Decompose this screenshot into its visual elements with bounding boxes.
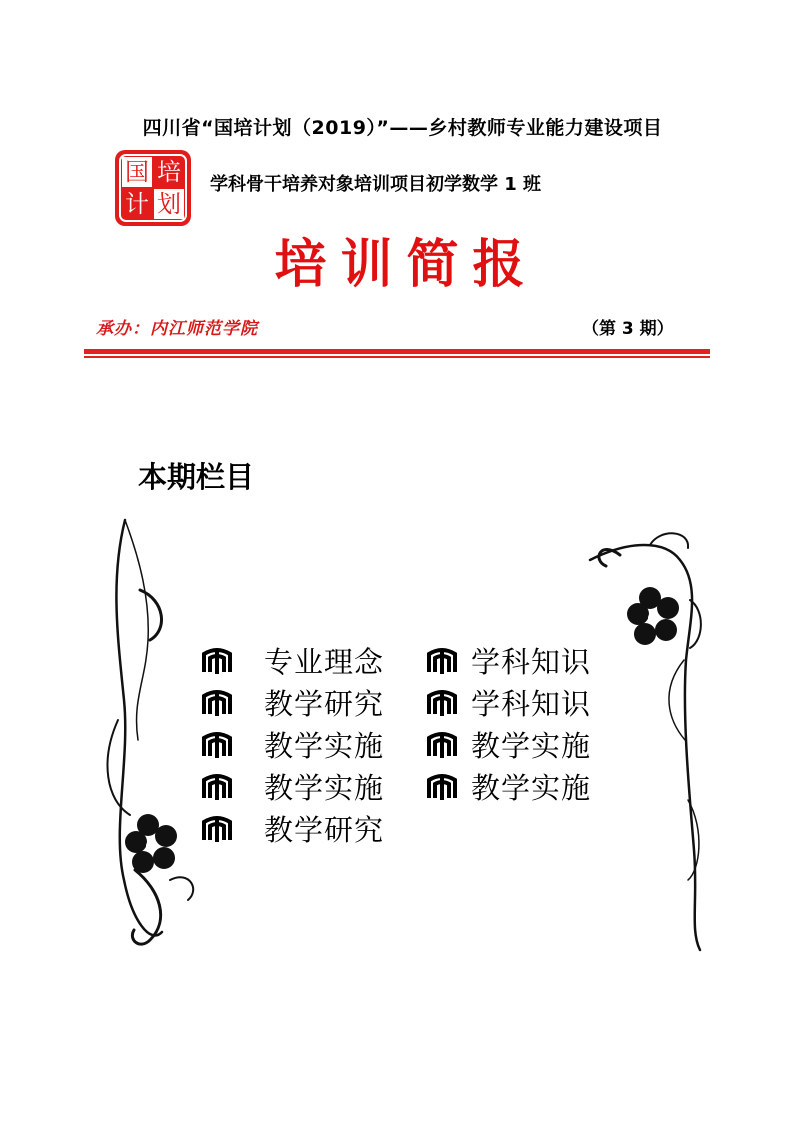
toc-item-label: 专业理念 xyxy=(264,644,385,679)
ornament-bullet-icon xyxy=(200,812,234,844)
toc-item[interactable] xyxy=(200,724,384,764)
toc-item[interactable] xyxy=(425,724,591,764)
ornament-bullet-icon xyxy=(425,770,459,802)
project-title: 四川省“国培计划（2019）”——乡村教师专业能力建设项目 xyxy=(142,117,663,139)
newsletter-title: 培训简报 xyxy=(274,235,539,295)
ornament-bullet-icon xyxy=(200,770,234,802)
toc-item-label: 教学研究 xyxy=(264,686,385,721)
section-title: 本期栏目 xyxy=(138,460,255,494)
toc-item[interactable] xyxy=(200,640,384,680)
toc-item[interactable] xyxy=(425,766,591,806)
toc-item[interactable] xyxy=(200,808,384,848)
seal-char-3: 计 xyxy=(125,190,149,218)
toc-item-label: 学科知识 xyxy=(471,686,592,721)
ornament-bullet-icon xyxy=(425,686,459,718)
toc-item-label: 教学实施 xyxy=(471,770,592,805)
toc-item[interactable] xyxy=(200,682,384,722)
toc-item[interactable] xyxy=(425,682,591,722)
toc-item[interactable] xyxy=(200,766,384,806)
ornament-bullet-icon xyxy=(200,644,234,676)
seal-char-2: 培 xyxy=(157,158,181,186)
ornament-bullet-icon xyxy=(425,644,459,676)
toc-item-label: 学科知识 xyxy=(471,644,592,679)
class-title: 学科骨干培养对象培训项目初学数学 1 班 xyxy=(210,174,542,195)
organizer-label: 承办：内江师范学院 xyxy=(96,319,258,339)
ornament-bullet-icon xyxy=(200,728,234,760)
toc-item-label: 教学实施 xyxy=(471,728,592,763)
toc-item-label: 教学实施 xyxy=(264,728,385,763)
issue-number: （第 3 期） xyxy=(582,319,674,339)
toc-item-label: 教学研究 xyxy=(264,812,385,847)
toc-item[interactable] xyxy=(425,640,591,680)
seal-char-1: 国 xyxy=(125,158,149,186)
ornament-bullet-icon xyxy=(425,728,459,760)
toc-item-label: 教学实施 xyxy=(264,770,385,805)
seal-char-4: 划 xyxy=(157,190,181,218)
ornament-bullet-icon xyxy=(200,686,234,718)
